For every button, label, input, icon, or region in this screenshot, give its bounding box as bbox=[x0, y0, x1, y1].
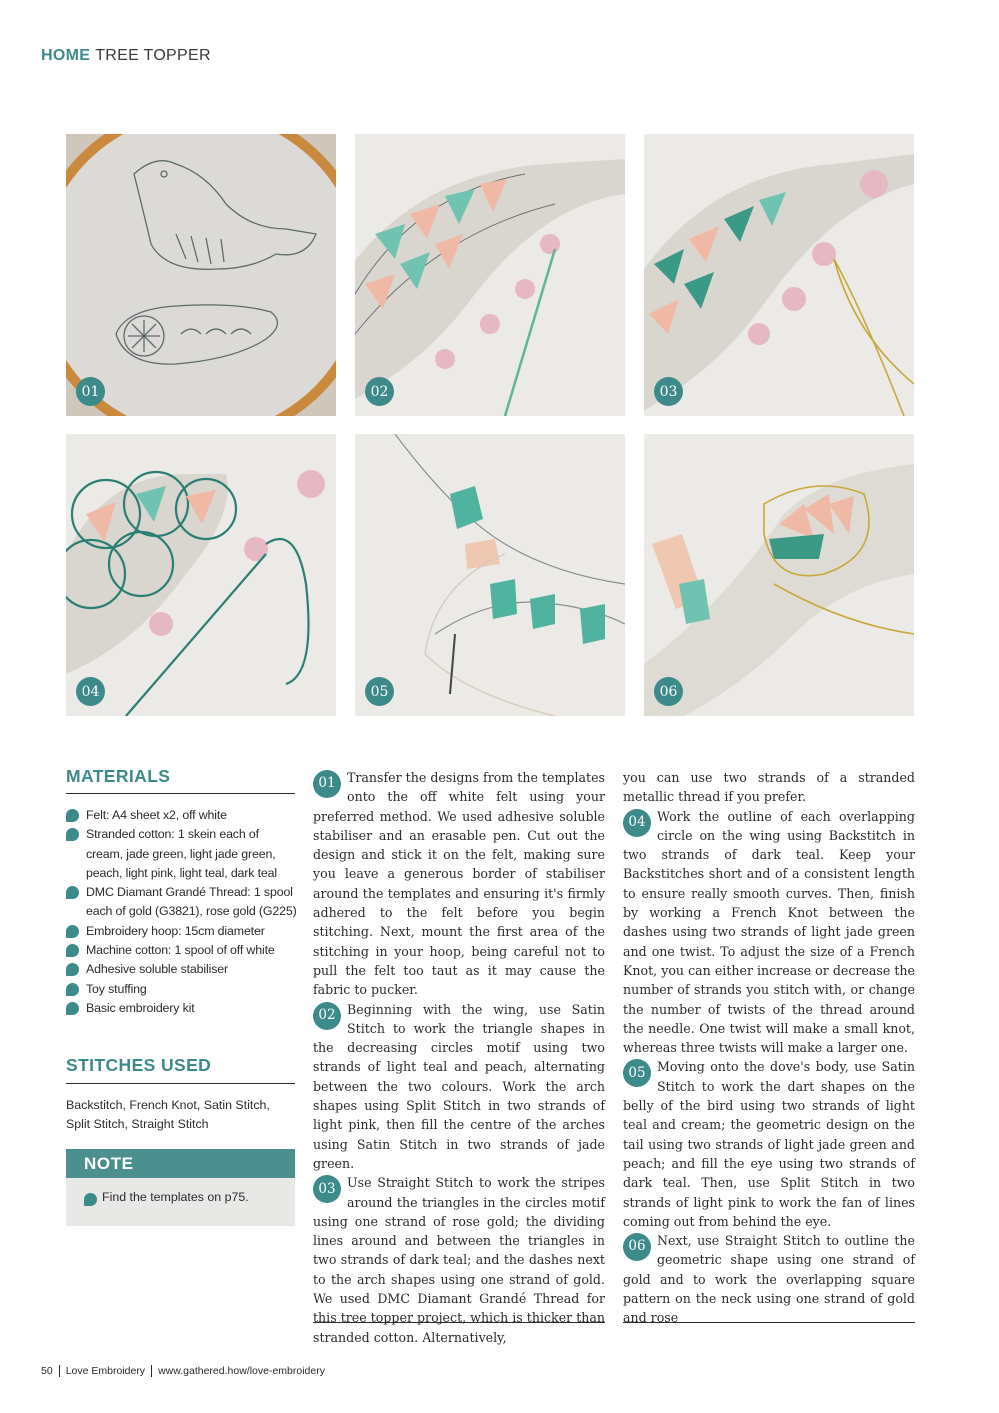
column-2-end-rule bbox=[623, 1322, 915, 1323]
step-number-badge: 05 bbox=[623, 1059, 651, 1087]
materials-item: Stranded cotton: 1 skein each of cream, jade green, light jade green, peach, light pink, light teal, dark teal bbox=[66, 825, 298, 883]
wing-outline-image bbox=[66, 434, 336, 716]
bullet-icon bbox=[66, 809, 79, 822]
step-badge: 04 bbox=[76, 677, 105, 706]
step-badge: 01 bbox=[76, 377, 105, 406]
step-photo-02 bbox=[355, 134, 625, 416]
materials-heading: MATERIALS bbox=[66, 766, 171, 786]
magazine-name: Love Embroidery bbox=[65, 1365, 146, 1377]
instructions-column-2 bbox=[623, 768, 915, 1328]
materials-item: Felt: A4 sheet x2, off white bbox=[66, 806, 298, 825]
step-03: 03 Use Straight Stitch to work the stripes around the triangles in the circles motif using one strand of rose gold; the dividing lines around and between the triangles in two strands of dark teal; and the dashes next to the arch shapes using one strand of gold. We used DMC Diamant Grandé Thread for this tree topper project, which is thicker than stranded cotton. Alternatively, bbox=[313, 1175, 605, 1345]
page-footer bbox=[41, 1365, 325, 1377]
neck-gold-outline-image bbox=[644, 434, 914, 716]
step-photo-04 bbox=[66, 434, 336, 716]
step-badge: 03 bbox=[654, 377, 683, 406]
step-badge: 06 bbox=[654, 677, 683, 706]
bullet-icon bbox=[66, 828, 79, 841]
bullet-icon bbox=[66, 886, 79, 899]
materials-item: Machine cotton: 1 spool of off white bbox=[66, 941, 298, 960]
instructions-column-1 bbox=[313, 768, 605, 1347]
materials-rule bbox=[66, 793, 295, 794]
column-1-end-rule bbox=[313, 1322, 605, 1323]
step-badge: 05 bbox=[365, 677, 394, 706]
wing-gold-stitching-image bbox=[644, 134, 914, 416]
step-03-continued: you can use two strands of a stranded metallic thread if you prefer. bbox=[623, 770, 915, 805]
note-heading: NOTE bbox=[84, 1154, 134, 1173]
topic-label: TREE TOPPER bbox=[95, 47, 211, 64]
wing-stitching-image bbox=[355, 134, 625, 416]
stitches-rule bbox=[66, 1083, 295, 1084]
step-05: 05 Moving onto the dove's body, use Satin Stitch to work the dart shapes on the belly of the bird using two strands of light teal and cream; the geometric design on the tail using two strands of light jade green and peach; and fill the eye using two strands of dark teal. Then, use Split Stitch in two strands of light pink to work the fan of lines coming out from behind the eye. bbox=[623, 1059, 915, 1229]
bullet-icon bbox=[66, 983, 79, 996]
step-number-badge: 06 bbox=[623, 1233, 651, 1261]
bullet-icon bbox=[84, 1193, 97, 1206]
stitches-list: Backstitch, French Knot, Satin Stitch, Split Stitch, Straight Stitch bbox=[66, 1098, 270, 1132]
bullet-icon bbox=[66, 944, 79, 957]
bullet-icon bbox=[66, 963, 79, 976]
step-photo-05 bbox=[355, 434, 625, 716]
bullet-icon bbox=[66, 1002, 79, 1015]
website-url: www.gathered.how/love-embroidery bbox=[158, 1365, 325, 1377]
step-photo-01 bbox=[66, 134, 336, 416]
stitches-heading: STITCHES USED bbox=[66, 1055, 212, 1075]
step-number-badge: 03 bbox=[313, 1175, 341, 1203]
body-satin-stitch-image bbox=[355, 434, 625, 716]
bullet-icon bbox=[66, 925, 79, 938]
hoop-photo-image bbox=[66, 134, 336, 416]
materials-item: Toy stuffing bbox=[66, 980, 298, 999]
step-photo-06 bbox=[644, 434, 914, 716]
materials-list bbox=[66, 806, 298, 1018]
step-number-badge: 04 bbox=[623, 809, 651, 837]
materials-item: Basic embroidery kit bbox=[66, 999, 298, 1018]
step-badge: 02 bbox=[365, 377, 394, 406]
note-text: Find the templates on p75. bbox=[102, 1190, 249, 1204]
note-item bbox=[84, 1188, 289, 1207]
step-04: 04 Work the outline of each overlapping circle on the wing using Backstitch in two strands of dark teal. Keep your Backstitches short and of a consistent length to ensure really smooth curves. Then, finish by working a French Knot between the dashes using two strands of light jade green and one twist. To adjust the size of a French Knot, you can either increase or decrease the number of strands you stitch with, or change the number of twists of the thread around the needle. One twist will make a small knot, whereas three twists will make a larger one. bbox=[623, 808, 915, 1056]
step-02: 02 Beginning with the wing, use Satin Stitch to work the triangle shapes in the decreasing circles motif using two strands of light teal and peach, alternating between the two colours. Work the arch shapes using Split Stitch in two strands of light pink, then fill the centre of the arches using Satin Stitch in two strands of jade green. bbox=[313, 1001, 605, 1171]
materials-item: Adhesive soluble stabiliser bbox=[66, 960, 298, 979]
step-number-badge: 01 bbox=[313, 770, 341, 798]
step-06: 06 Next, use Straight Stitch to outline the geometric shape using one strand of gold and to work the overlapping square pattern on the neck using one strand of gold and rose bbox=[623, 1233, 915, 1326]
step-01: 01 Transfer the designs from the templates onto the off white felt using your preferred method. We used adhesive soluble stabiliser and an erasable pen. Cut out the design and stick it on the felt, making sure you leave a generous border of stabiliser around the templates and ensuring it's firmly adhered to the felt before you begin stitching. Next, mount the first area of the stitching in your hoop, being careful not to pull the felt too taut as it may cause the fabric to pucker. bbox=[313, 770, 605, 998]
materials-item: Embroidery hoop: 15cm diameter bbox=[66, 922, 298, 941]
section-header bbox=[41, 47, 211, 65]
materials-item: DMC Diamant Grandé Thread: 1 spool each of gold (G3821), rose gold (G225) bbox=[66, 883, 298, 922]
step-photo-03 bbox=[644, 134, 914, 416]
section-label: HOME bbox=[41, 47, 91, 64]
page-number: 50 bbox=[41, 1365, 53, 1377]
step-number-badge: 02 bbox=[313, 1002, 341, 1030]
